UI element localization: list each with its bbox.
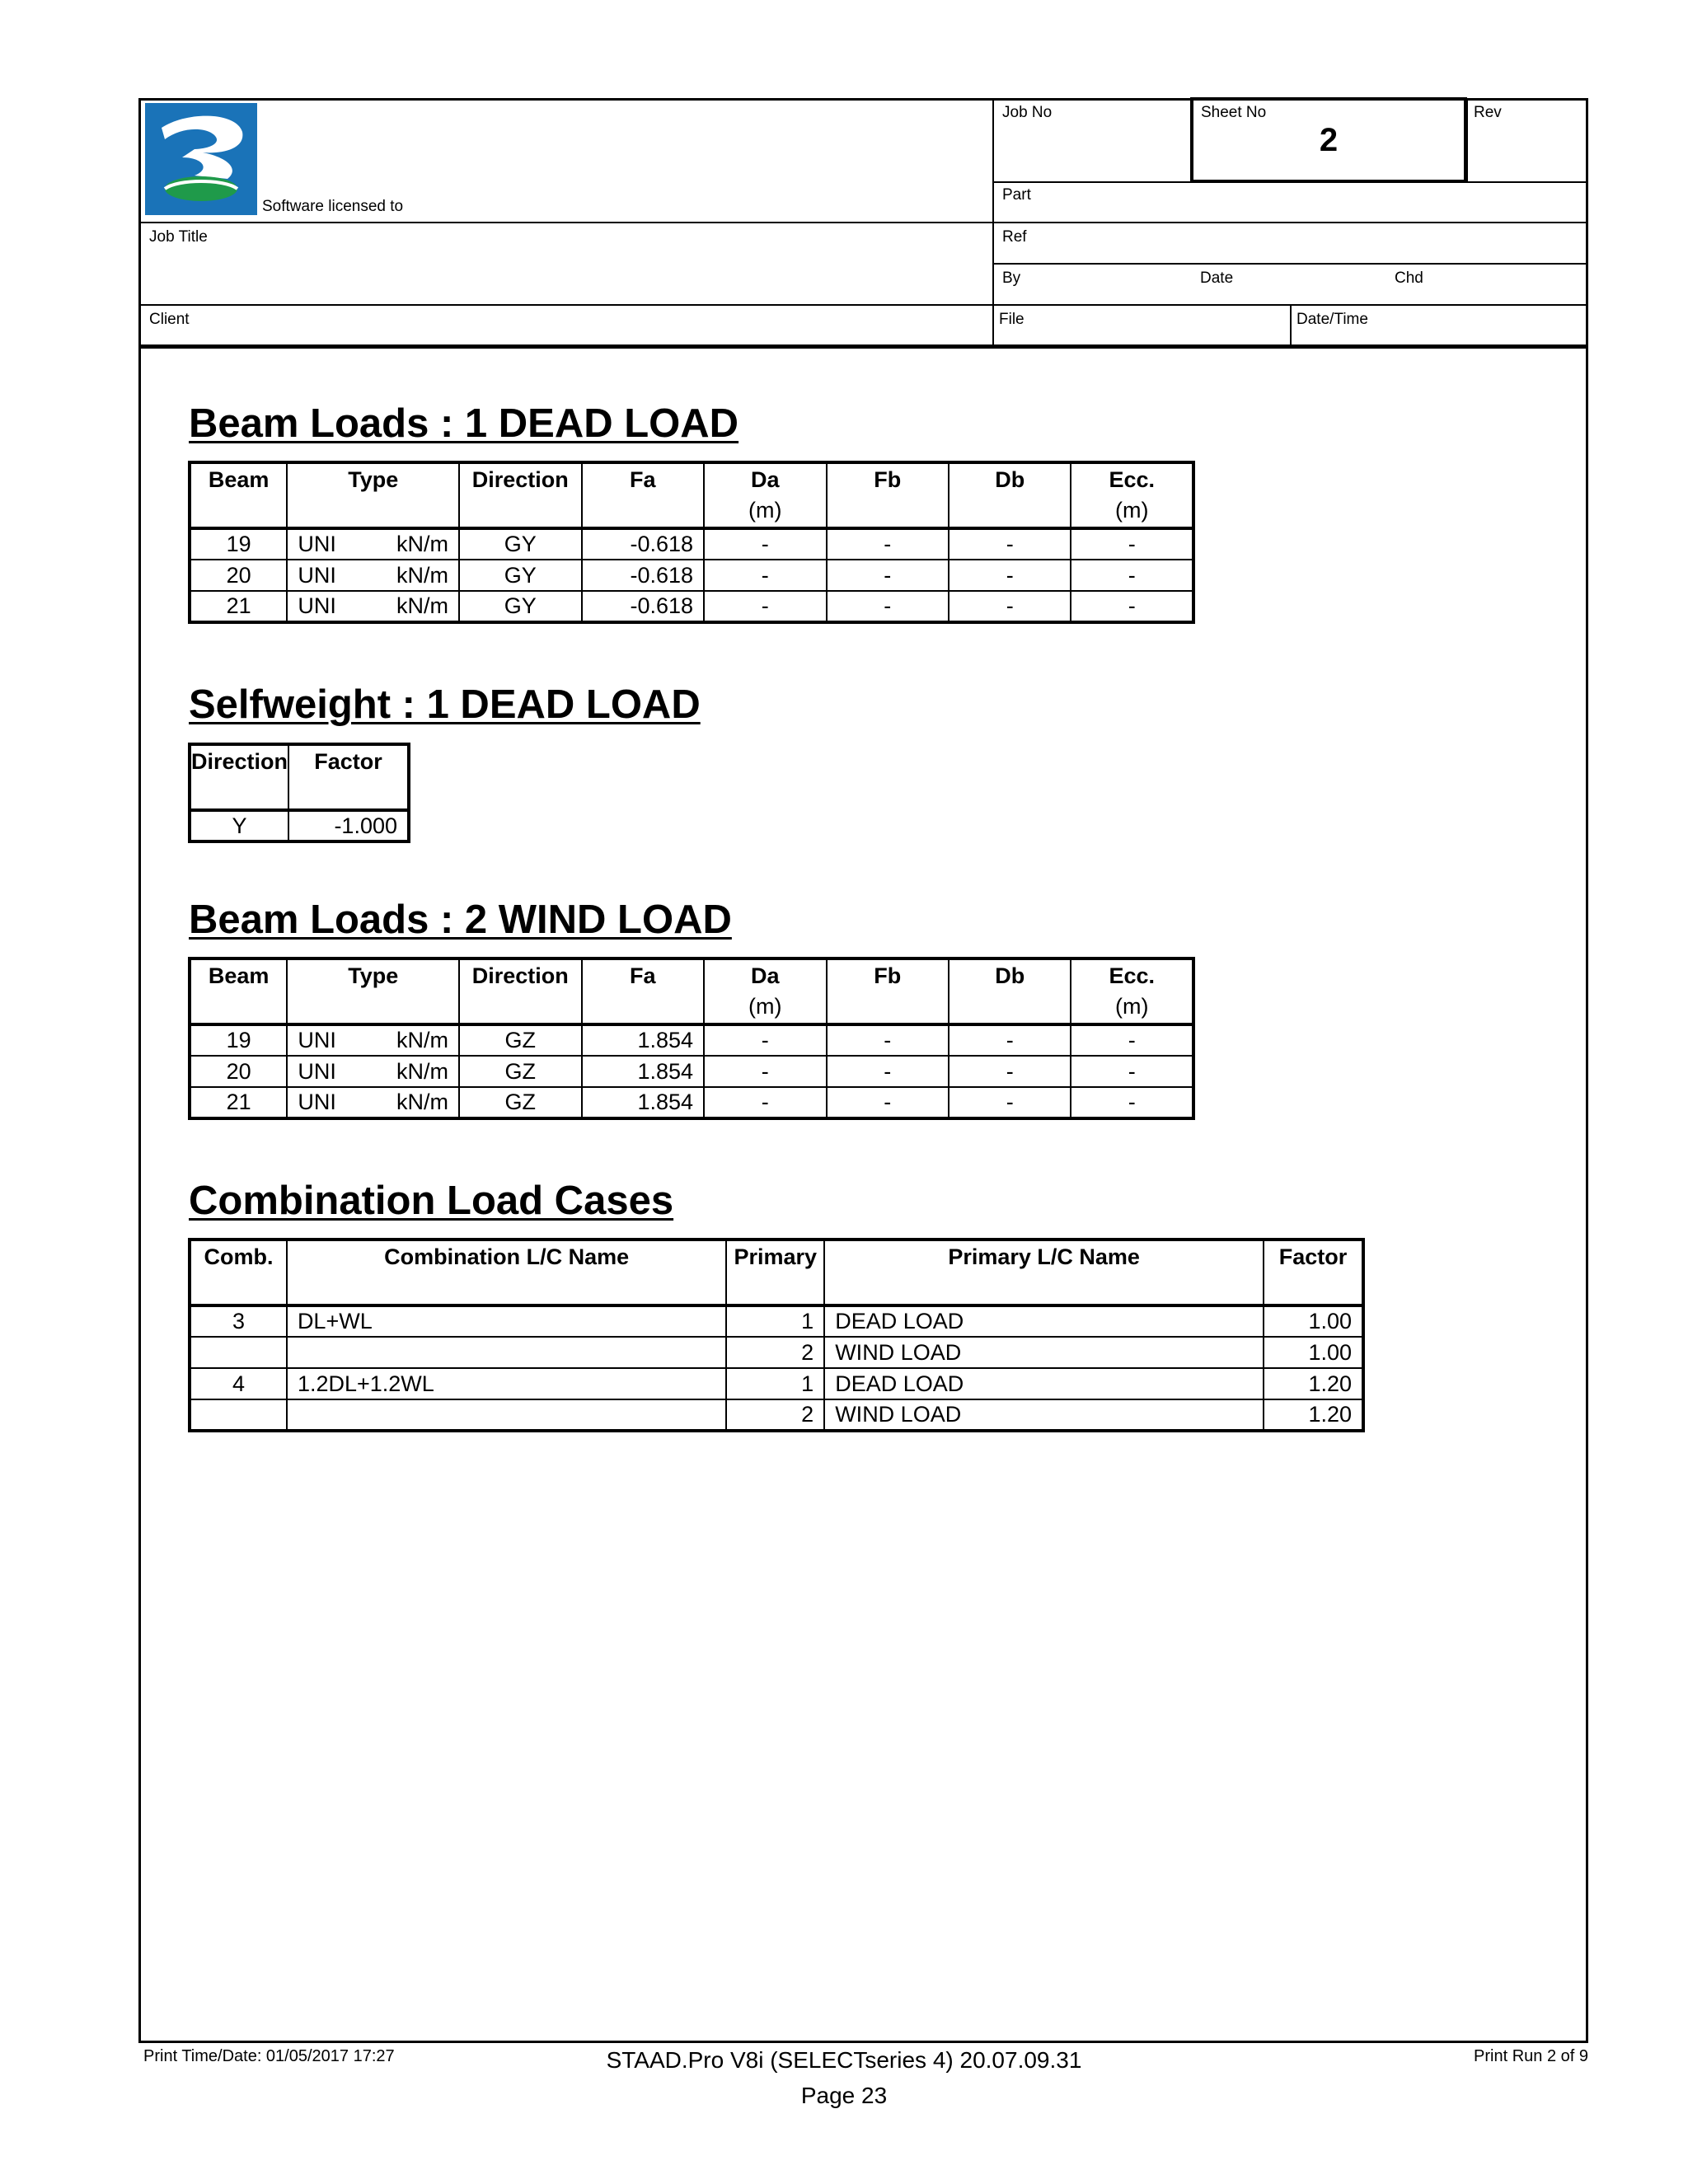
cell-ecc: - (1071, 1024, 1193, 1056)
cell-db: - (949, 528, 1071, 560)
print-time-date: Print Time/Date: 01/05/2017 17:27 (143, 2047, 395, 2065)
cell-fb: - (827, 1056, 949, 1087)
cell-comb-name (287, 1399, 726, 1431)
cell-fb: - (827, 1024, 949, 1056)
cell-da: - (704, 1024, 826, 1056)
header-divider (138, 304, 1588, 306)
cell-beam: 19 (190, 1024, 287, 1056)
section-title-beam-loads-wind: Beam Loads : 2 WIND LOAD (189, 898, 732, 942)
part-label: Part (1002, 186, 1031, 204)
file-label: File (999, 311, 1025, 328)
col-header-da: Da (m) (704, 958, 826, 1024)
cell-fa: 1.854 (582, 1056, 704, 1087)
col-header-fb: Fb (827, 958, 949, 1024)
beam-loads-wind-table (188, 957, 1195, 1120)
unit-label: (m) (1114, 994, 1149, 1019)
software-licensed-label: Software licensed to (262, 198, 404, 215)
cell-da: - (704, 1087, 826, 1118)
cell-ecc: - (1071, 560, 1193, 591)
cell-db: - (949, 1056, 1071, 1087)
cell-direction: GY (459, 591, 581, 622)
table-row (190, 528, 1193, 560)
cell-da: - (704, 591, 826, 622)
cell-primary: 2 (726, 1337, 824, 1368)
datetime-label: Date/Time (1296, 311, 1368, 328)
cell-direction: GZ (459, 1087, 581, 1118)
table-row (190, 1305, 1363, 1337)
cell-fa: -0.618 (582, 528, 704, 560)
col-header-db: Db (949, 462, 1071, 528)
cell-comb-name (287, 1337, 726, 1368)
cell-comb (190, 1337, 287, 1368)
cell-db: - (949, 591, 1071, 622)
col-header-beam: Beam (190, 462, 287, 528)
cell-direction: GZ (459, 1024, 581, 1056)
cell-factor: -1.000 (288, 810, 409, 841)
cell-ecc: - (1071, 1056, 1193, 1087)
cell-type: UNI kN/m (287, 1056, 459, 1087)
cell-comb-name: DL+WL (287, 1305, 726, 1337)
cell-primary: 1 (726, 1305, 824, 1337)
cell-fa: 1.854 (582, 1087, 704, 1118)
col-header-factor: Factor (288, 744, 409, 810)
cell-comb-name: 1.2DL+1.2WL (287, 1368, 726, 1399)
col-header-db: Db (949, 958, 1071, 1024)
section-title-selfweight: Selfweight : 1 DEAD LOAD (189, 682, 701, 727)
cell-primary-name: WIND LOAD (824, 1399, 1264, 1431)
cell-da: - (704, 1056, 826, 1087)
cell-factor: 1.20 (1264, 1368, 1363, 1399)
col-header-fa: Fa (582, 958, 704, 1024)
ref-label: Ref (1002, 228, 1027, 246)
col-header-comb: Comb. (190, 1240, 287, 1305)
header-divider (993, 263, 1588, 265)
unit-label: (m) (748, 498, 782, 523)
col-header-type: Type (287, 958, 459, 1024)
col-header-direction: Direction (459, 462, 581, 528)
chd-label: Chd (1395, 269, 1423, 287)
header-divider (1290, 304, 1292, 347)
cell-fb: - (827, 1087, 949, 1118)
cell-primary-name: DEAD LOAD (824, 1368, 1264, 1399)
cell-fa: -0.618 (582, 560, 704, 591)
cell-fa: 1.854 (582, 1024, 704, 1056)
header-bottom-rule (138, 344, 1588, 349)
cell-beam: 21 (190, 1087, 287, 1118)
cell-db: - (949, 1087, 1071, 1118)
cell-primary: 2 (726, 1399, 824, 1431)
table-row (190, 1337, 1363, 1368)
cell-da: - (704, 528, 826, 560)
print-run: Print Run 2 of 9 (1474, 2047, 1588, 2065)
cell-type: UNI kN/m (287, 528, 459, 560)
col-header-primary: Primary (726, 1240, 824, 1305)
cell-db: - (949, 1024, 1071, 1056)
cell-beam: 20 (190, 560, 287, 591)
table-row (190, 560, 1193, 591)
beam-loads-dead-table (188, 461, 1195, 624)
table-row (190, 1056, 1193, 1087)
table-row (190, 1368, 1363, 1399)
col-header-comb-name: Combination L/C Name (287, 1240, 726, 1305)
cell-direction: Y (190, 810, 288, 841)
cell-beam: 20 (190, 1056, 287, 1087)
col-header-ecc: Ecc. (m) (1071, 462, 1193, 528)
col-header-type: Type (287, 462, 459, 528)
col-header-beam: Beam (190, 958, 287, 1024)
cell-ecc: - (1071, 1087, 1193, 1118)
col-header-fa: Fa (582, 462, 704, 528)
by-label: By (1002, 269, 1021, 287)
cell-type: UNI kN/m (287, 591, 459, 622)
cell-factor: 1.20 (1264, 1399, 1363, 1431)
page-number: Page 23 (800, 2083, 888, 2108)
table-row (190, 1399, 1363, 1431)
cell-beam: 21 (190, 591, 287, 622)
section-title-combinations: Combination Load Cases (189, 1179, 674, 1223)
cell-comb: 4 (190, 1368, 287, 1399)
col-header-direction: Direction (459, 958, 581, 1024)
table-row (190, 1024, 1193, 1056)
cell-da: - (704, 560, 826, 591)
job-no-label: Job No (1002, 104, 1053, 121)
col-header-direction: Direction (190, 744, 288, 810)
table-row (190, 591, 1193, 622)
cell-primary: 1 (726, 1368, 824, 1399)
cell-direction: GY (459, 528, 581, 560)
rev-label: Rev (1474, 104, 1502, 121)
cell-primary-name: WIND LOAD (824, 1337, 1264, 1368)
cell-comb: 3 (190, 1305, 287, 1337)
cell-direction: GY (459, 560, 581, 591)
software-version: STAAD.Pro V8i (SELECTseries 4) 20.07.09.31 (606, 2047, 1082, 2073)
table-row (190, 1087, 1193, 1118)
cell-type: UNI kN/m (287, 1087, 459, 1118)
job-title-label: Job Title (149, 228, 208, 246)
col-header-da: Da (m) (704, 462, 826, 528)
cell-primary-name: DEAD LOAD (824, 1305, 1264, 1337)
cell-ecc: - (1071, 528, 1193, 560)
col-header-fb: Fb (827, 462, 949, 528)
cell-fb: - (827, 528, 949, 560)
section-title-beam-loads-dead: Beam Loads : 1 DEAD LOAD (189, 401, 739, 446)
cell-factor: 1.00 (1264, 1305, 1363, 1337)
header-divider (992, 98, 994, 347)
header-divider (138, 222, 1588, 223)
col-header-primary-name: Primary L/C Name (824, 1240, 1264, 1305)
bentley-logo-icon (145, 103, 257, 215)
cell-fb: - (827, 591, 949, 622)
unit-label: (m) (1114, 498, 1149, 523)
table-row (190, 810, 409, 841)
col-header-factor: Factor (1264, 1240, 1363, 1305)
col-header-ecc: Ecc. (m) (1071, 958, 1193, 1024)
cell-type: UNI kN/m (287, 560, 459, 591)
cell-fb: - (827, 560, 949, 591)
cell-db: - (949, 560, 1071, 591)
cell-ecc: - (1071, 591, 1193, 622)
cell-fa: -0.618 (582, 591, 704, 622)
cell-factor: 1.00 (1264, 1337, 1363, 1368)
sheet-no-value: 2 (1319, 122, 1339, 158)
cell-beam: 19 (190, 528, 287, 560)
cell-type: UNI kN/m (287, 1024, 459, 1056)
unit-label: (m) (748, 994, 782, 1019)
date-label: Date (1200, 269, 1234, 287)
combination-table (188, 1238, 1365, 1432)
client-label: Client (149, 311, 190, 328)
sheet-no-label: Sheet No (1201, 104, 1267, 121)
selfweight-table (188, 743, 410, 843)
cell-direction: GZ (459, 1056, 581, 1087)
cell-comb (190, 1399, 287, 1431)
